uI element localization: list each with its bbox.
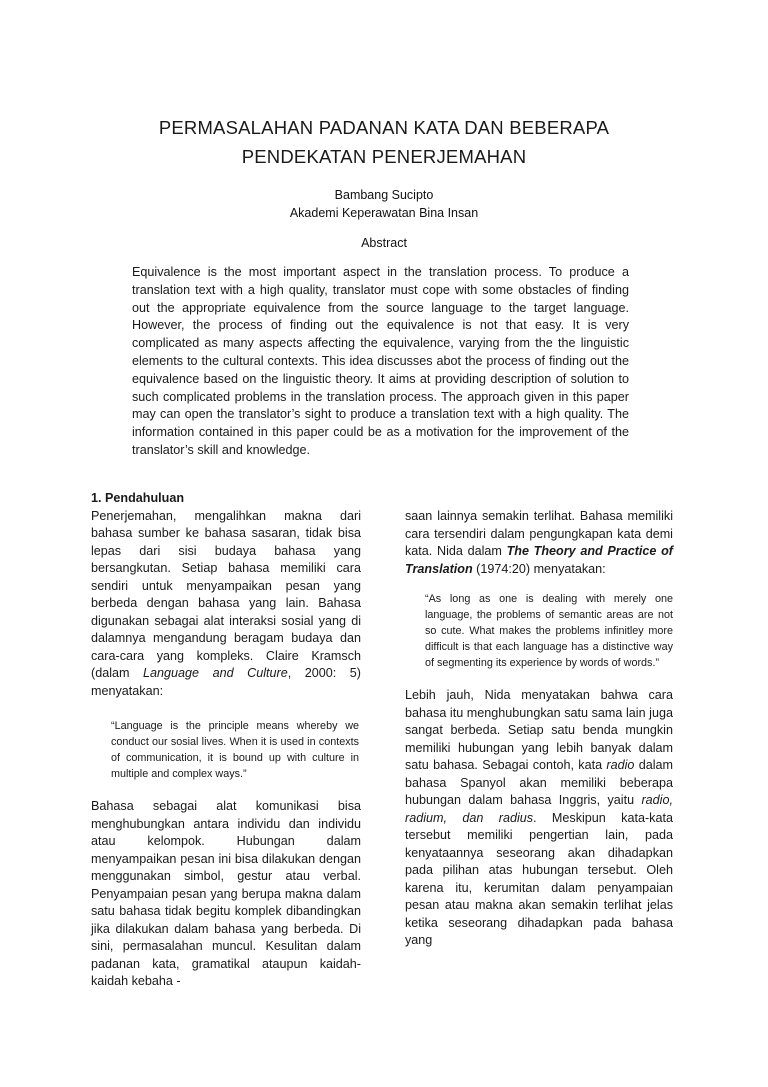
- text-run: Penerjemahan, mengalihkan makna dari bahasa sumber ke bahasa sasaran, tidak bisa lepas dari sisi budaya bahasa yang bersangkutan. Setiap bahasa memiliki cara sendiri untuk menyampaikan pesan yang berbeda dengan bahasa yang lain. Bahasa digunakan sebagai alat interaksi sosial yang di dalamnya mengandung beragam budaya dan cara-cara yang kompleks. Claire Kramsch (dalam: [91, 508, 361, 680]
- text-run: (1974:20) menyatakan:: [472, 561, 606, 576]
- abstract-heading: Abstract: [361, 236, 407, 250]
- book-title: Language and Culture: [143, 666, 288, 680]
- left-column: [91, 490, 361, 991]
- author-name: Bambang Sucipto: [334, 188, 434, 202]
- abstract-text: Equivalence is the most important aspect in the translation process. To produce a translation text with a high quality, translator must cope with some obstacles of finding out the appropriate equivalence from the source language to the target language. However, the process of finding out the equivalence is not that easy. It is very complicated as many aspects affecting the equivalence, varying from the the linguistic elements to the cultural contexts. This idea discusses abot the process of finding out the equivalence based on the linguistic theory. It aims at providing description of solution to such complicated problems in the translation process. The approach given in this paper may can open the translator’s sight to produce a translation text with a high quality. The information contained in this paper could be as a motivation for the improvement of the translator’s skill and knowledge.: [132, 265, 629, 457]
- text-run: saan lainnya semakin terlihat. Bahasa memiliki cara tersendiri dalam pengungkapan kata demi kata. Nida dalam: [405, 509, 673, 558]
- text-run: dalam bahasa Spanyol akan memiliki beberapa hubungan dalam bahasa Inggris, yaitu: [405, 758, 673, 807]
- text-run: . Meskipun kata-kata tersebut memiliki pengertian lain, pada kenyataannya seseorang akan dihadapkan pada pilihan atas hubungan tersebut. Oleh karena itu, kerumitan dalam penyampaian pesan atau makna akan semakin terlihat jelas ketika seseorang dihadapkan pada bahasa yang: [405, 810, 673, 947]
- italic-term: radio, radium, dan radius: [405, 793, 673, 825]
- book-title: The Theory and Practice of Translation: [405, 544, 673, 576]
- italic-term: radio: [606, 758, 635, 772]
- author-affiliation: Akademi Keperawatan Bina Insan: [289, 206, 479, 220]
- paper-title: [0, 113, 768, 171]
- intro-paragraph-2: Bahasa sebagai alat komunikasi bisa menghubungkan antara individu dan individu atau kelompok. Hubungan dalam menyampaikan pesan ini bisa dilakukan dengan menggunakan simbol, gestur atau verbal. Penyampaian pesan yang berupa makna dalam satu bahasa tidak begitu komplek dibandingkan jika dilakukan dalam bahasa yang berbeda. Di sini, permasalahan muncul. Kesulitan dalam padanan kata, gramatikal ataupun kaidah-kaidah kebaha -: [91, 799, 361, 988]
- title-line-1: PERMASALAHAN PADANAN KATA DAN BEBERAPA: [158, 117, 610, 138]
- section-title: 1. Pendahuluan: [91, 491, 185, 505]
- block-quote-nida: “As long as one is dealing with merely one language, the problems of semantic areas are not so cute. What makes the problems infinitley more difficult is that each language has a distinctive way of segmenting its experience by words of words.”: [425, 593, 673, 669]
- intro-paragraph-1: [91, 508, 361, 701]
- block-quote-kramsch: “Language is the principle means whereby we conduct our sosial lives. When it is used in contexts of communication, it is bound up with culture in multiple and complex ways.”: [111, 720, 359, 780]
- text-run: Lebih jauh, Nida menyatakan bahwa cara bahasa itu menghubungkan satu sama lain juga sangat berbeda. Setiap satu benda mungkin memiliki hubungan yang lebih banyak dalam satu bahasa. Sebagai contoh, kata: [405, 688, 673, 772]
- text-run: , 2000: 5) menyatakan:: [91, 666, 362, 698]
- author-block: [0, 186, 768, 222]
- right-paragraph-2: [405, 687, 673, 950]
- right-paragraph-1: [405, 508, 673, 578]
- right-column: [405, 508, 673, 950]
- title-line-2: PENDEKATAN PENERJEMAHAN: [241, 146, 527, 167]
